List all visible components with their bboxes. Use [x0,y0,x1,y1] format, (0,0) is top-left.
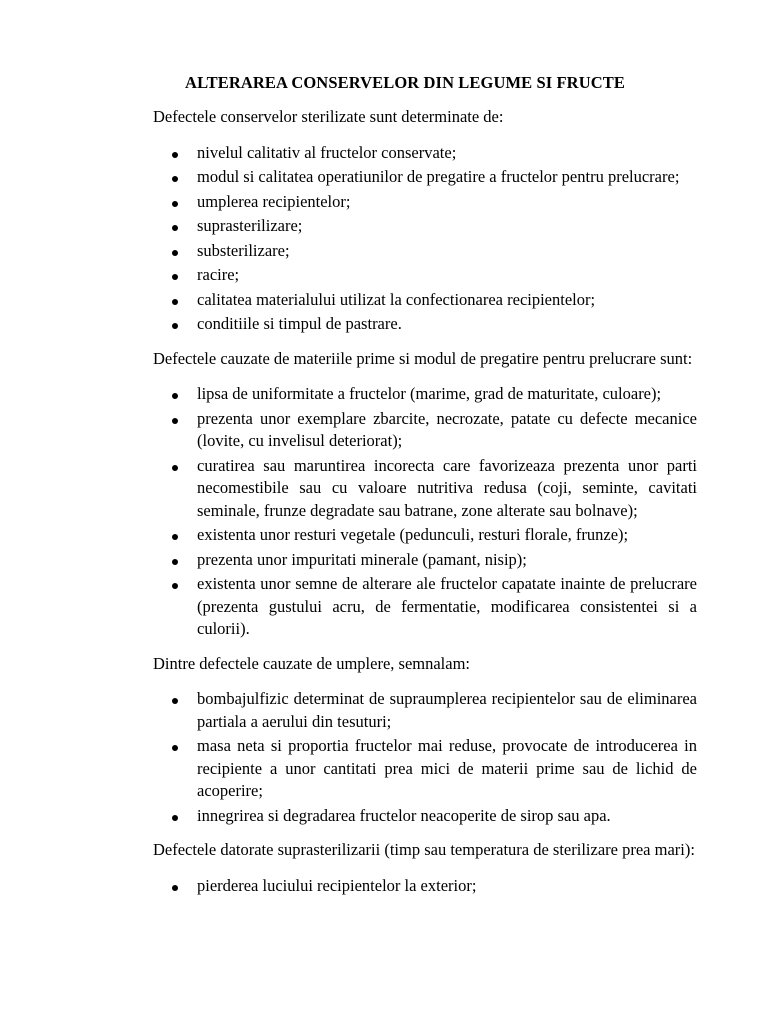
list-item: existenta unor resturi vegetale (pedunculi, resturi florale, frunze); [197,524,697,547]
list-item: prezenta unor exemplare zbarcite, necrozate, patate cu defecte mecanice (lovite, cu invelisul deteriorat); [197,408,697,453]
document-title: ALTERAREA CONSERVELOR DIN LEGUME SI FRUCTE [185,73,625,92]
bullet-icon [172,152,178,158]
bullet-icon [172,815,178,821]
list-item: existenta unor semne de alterare ale fructelor capatate inainte de prelucrare (prezenta gustului acru, de fermentatie, modificarea consistentei si a culorii). [197,573,697,641]
bullet-list [113,142,697,336]
list-item: suprasterilizare; [197,215,697,238]
bullet-icon [172,534,178,540]
list-item: pierderea luciului recipientelor la exterior; [197,875,697,898]
bullet-icon [172,465,178,471]
bullet-list [113,875,697,898]
bullet-icon [172,559,178,565]
list-item: curatirea sau maruntirea incorecta care favorizeaza prezenta unor parti necomestibile sau cu valoare nutritiva redusa (coji, seminte, cavitati seminale, frunze degradate sau batrane, zone alterate sau bolnave); [197,455,697,523]
bullet-icon [172,745,178,751]
section-oversterilization-defects [113,839,697,897]
list-item: racire; [197,264,697,287]
bullet-icon [172,274,178,280]
section-sterilized-defects [113,106,697,336]
section-intro: Defectele datorate suprasterilizarii (timp sau temperatura de sterilizare prea mari): [153,840,695,859]
list-item: bombajulfizic determinat de supraumplerea recipientelor sau de eliminarea partiala a aerului din tesuturi; [197,688,697,733]
bullet-icon [172,393,178,399]
section-filling-defects [113,653,697,828]
list-item: masa neta si proportia fructelor mai reduse, provocate de introducerea in recipiente a unor cantitati prea mici de materii prime sau de lichid de acoperire; [197,735,697,803]
list-item: calitatea materialului utilizat la confectionarea recipientelor; [197,289,697,312]
bullet-icon [172,299,178,305]
section-intro: Defectele conservelor sterilizate sunt determinate de: [153,107,504,126]
bullet-icon [172,225,178,231]
bullet-icon [172,583,178,589]
bullet-icon [172,176,178,182]
list-item: innegrirea si degradarea fructelor neacoperite de sirop sau apa. [197,805,697,828]
list-item: substerilizare; [197,240,697,263]
section-intro: Defectele cauzate de materiile prime si modul de pregatire pentru prelucrare sunt: [153,348,693,368]
bullet-list [113,688,697,827]
bullet-icon [172,698,178,704]
list-item: prezenta unor impuritati minerale (pamant, nisip); [197,549,697,572]
section-raw-material-defects [113,348,697,641]
bullet-icon [172,885,178,891]
bullet-icon [172,201,178,207]
section-intro: Dintre defectele cauzate de umplere, semnalam: [153,653,470,673]
bullet-icon [172,418,178,424]
list-item: nivelul calitativ al fructelor conservate; [197,142,697,165]
list-item: umplerea recipientelor; [197,191,697,214]
list-item: conditiile si timpul de pastrare. [197,313,697,336]
bullet-icon [172,250,178,256]
bullet-icon [172,323,178,329]
list-item: modul si calitatea operatiunilor de pregatire a fructelor pentru prelucrare; [197,166,697,189]
list-item: lipsa de uniformitate a fructelor (marime, grad de maturitate, culoare); [197,383,697,406]
bullet-list [113,383,697,641]
